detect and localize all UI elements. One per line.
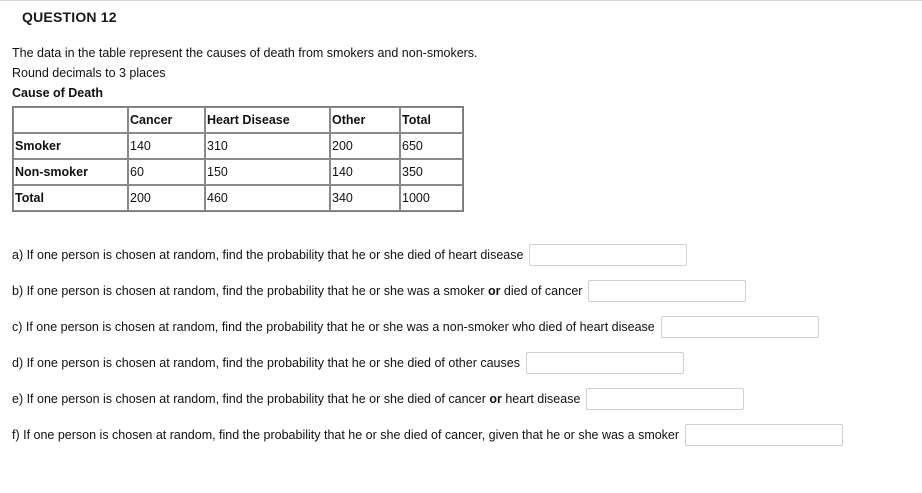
intro-text: The data in the table represent the causes of death from smokers and non-smokers. xyxy=(12,46,478,60)
table-cell: 200 xyxy=(330,133,400,159)
question-c-text: c) If one person is chosen at random, find the probability that he or she was a non-smoker who died of heart disease xyxy=(12,320,655,334)
table-cell: 310 xyxy=(205,133,330,159)
table-cell: 1000 xyxy=(400,185,463,211)
table-row xyxy=(13,133,463,159)
question-e-text: e) If one person is chosen at random, find the probability that he or she died of cancer xyxy=(12,392,490,406)
answer-input-d[interactable] xyxy=(526,352,684,374)
question-f-text: f) If one person is chosen at random, find the probability that he or she died of cancer, given that he or she was a smoker xyxy=(12,428,680,442)
answer-input-b[interactable] xyxy=(588,280,746,302)
header-cell-heart-disease: Heart Disease xyxy=(205,107,330,133)
table-cell: 150 xyxy=(205,159,330,185)
table-cell: 340 xyxy=(330,185,400,211)
question-f xyxy=(12,424,843,446)
row-label-smoker: Smoker xyxy=(13,133,128,159)
header-cell-other: Other xyxy=(330,107,400,133)
question-a-text: a) If one person is chosen at random, find the probability that he or she died of heart disease xyxy=(12,248,524,262)
table-cell: 650 xyxy=(400,133,463,159)
answer-input-f[interactable] xyxy=(685,424,843,446)
top-divider xyxy=(0,0,922,1)
cause-of-death-table xyxy=(12,106,464,212)
question-e xyxy=(12,388,744,410)
question-b-text-end: died of cancer xyxy=(500,284,583,298)
header-cell-cancer: Cancer xyxy=(128,107,205,133)
row-label-non-smoker: Non-smoker xyxy=(13,159,128,185)
question-b xyxy=(12,280,746,302)
question-b-emphasis: or xyxy=(487,284,501,298)
header-cell-total: Total xyxy=(400,107,463,133)
question-e-emphasis: or xyxy=(489,392,502,406)
table-cell: 140 xyxy=(128,133,205,159)
answer-input-c[interactable] xyxy=(661,316,819,338)
table-cell: 350 xyxy=(400,159,463,185)
table-cell: 460 xyxy=(205,185,330,211)
table-header-row xyxy=(13,107,463,133)
question-c xyxy=(12,316,819,338)
question-d xyxy=(12,352,684,374)
header-cell-empty xyxy=(13,107,128,133)
question-e-text-end: heart disease xyxy=(501,392,581,406)
table-row xyxy=(13,159,463,185)
question-d-text: d) If one person is chosen at random, find the probability that he or she died of other causes xyxy=(12,356,520,370)
table-row xyxy=(13,185,463,211)
table-caption: Cause of Death xyxy=(12,86,103,100)
table-cell: 60 xyxy=(128,159,205,185)
row-label-total: Total xyxy=(13,185,128,211)
question-title: QUESTION 12 xyxy=(22,9,117,25)
table-cell: 200 xyxy=(128,185,205,211)
rounding-instruction: Round decimals to 3 places xyxy=(12,66,166,80)
table-cell: 140 xyxy=(330,159,400,185)
question-a xyxy=(12,244,687,266)
answer-input-a[interactable] xyxy=(529,244,687,266)
answer-input-e[interactable] xyxy=(586,388,744,410)
question-b-text: b) If one person is chosen at random, find the probability that he or she was a smoker xyxy=(12,284,488,298)
